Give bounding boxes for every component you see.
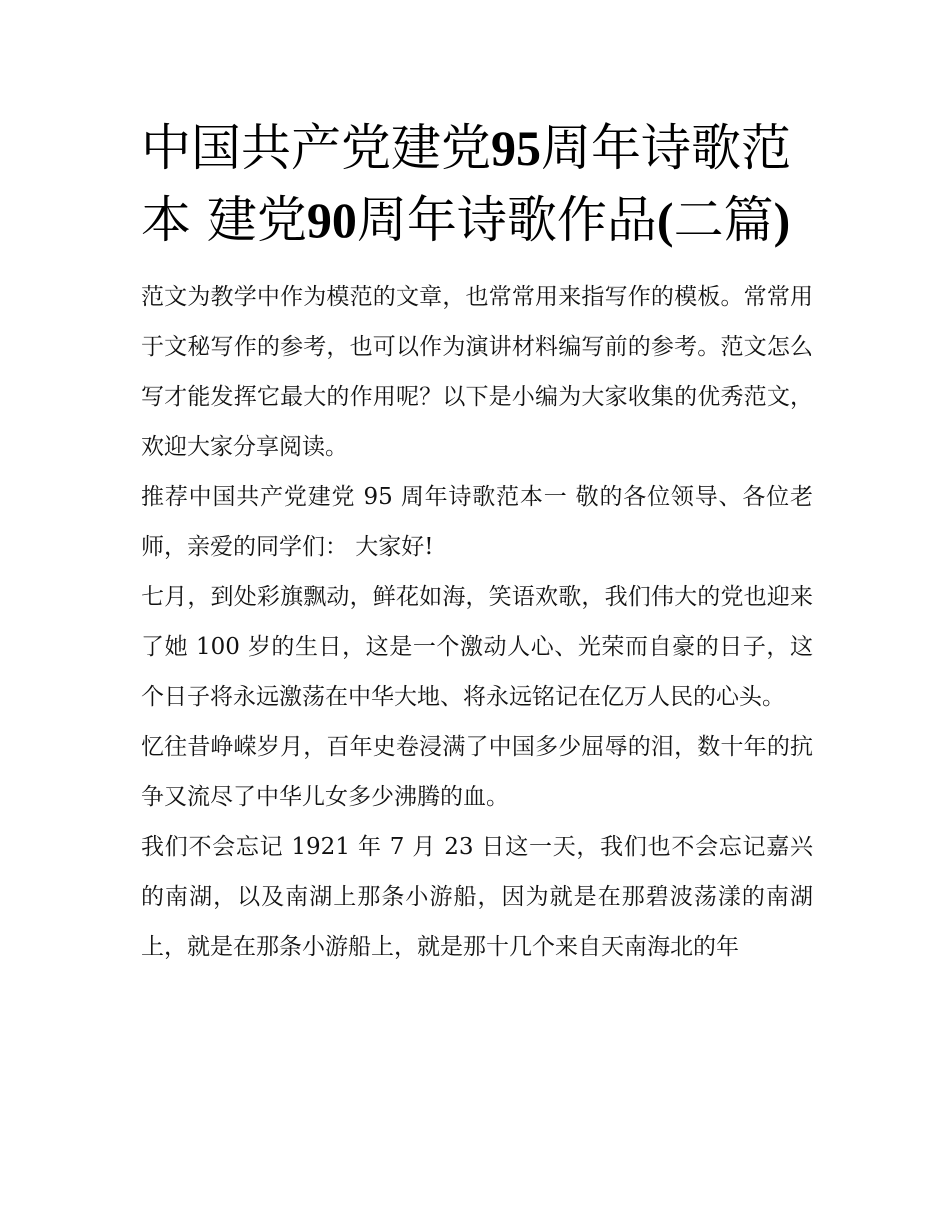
document-title [141,112,813,256]
paragraph: 七月，到处彩旗飘动，鲜花如海，笑语欢歌，我们伟大的党也迎来了她 100 岁的生日，这是一个激动人心、光荣而自豪的日子，这个日子将永远激荡在中华大地、将永远铭记在亿万人民的心头。 [141,584,813,710]
title-number-1: 95 [491,120,541,176]
paragraph: 范文为教学中作为模范的文章，也常常用来指写作的模板。常常用于文秘写作的参考，也可以作为演讲材料编写前的参考。范文怎么写才能发挥它最大的作用呢？以下是小编为大家收集的优秀范文，欢迎大家分享阅读。 [141,284,813,460]
paragraph: 推荐中国共产党建党 95 周年诗歌范本一 敬的各位领导、各位老师，亲爱的同学们： 大家好! [141,484,813,560]
title-paren-close: ) [773,192,791,248]
title-number-2: 90 [306,192,357,248]
document-content [141,112,813,972]
title-part-1: 中国共产党建党 [141,119,491,177]
title-part-2: 周年诗歌范本 建党 [141,119,791,249]
title-paren-open: ( [656,192,674,248]
paragraph: 我们不会忘记 1921 年 7 月 23 日这一天，我们也不会忘记嘉兴的南湖，以及南湖上那条小游船，因为就是在那碧波荡漾的南湖上，就是在那条小游船上，就是那十几个来自天南海北的年 [141,834,813,960]
paragraph: 忆往昔峥嵘岁月，百年史卷浸满了中国多少屈辱的泪，数十年的抗争又流尽了中华儿女多少沸腾的血。 [141,734,813,810]
document-body [141,272,813,972]
title-part-3: 周年诗歌作品 [356,191,657,249]
title-part-4: 二篇 [673,191,774,249]
